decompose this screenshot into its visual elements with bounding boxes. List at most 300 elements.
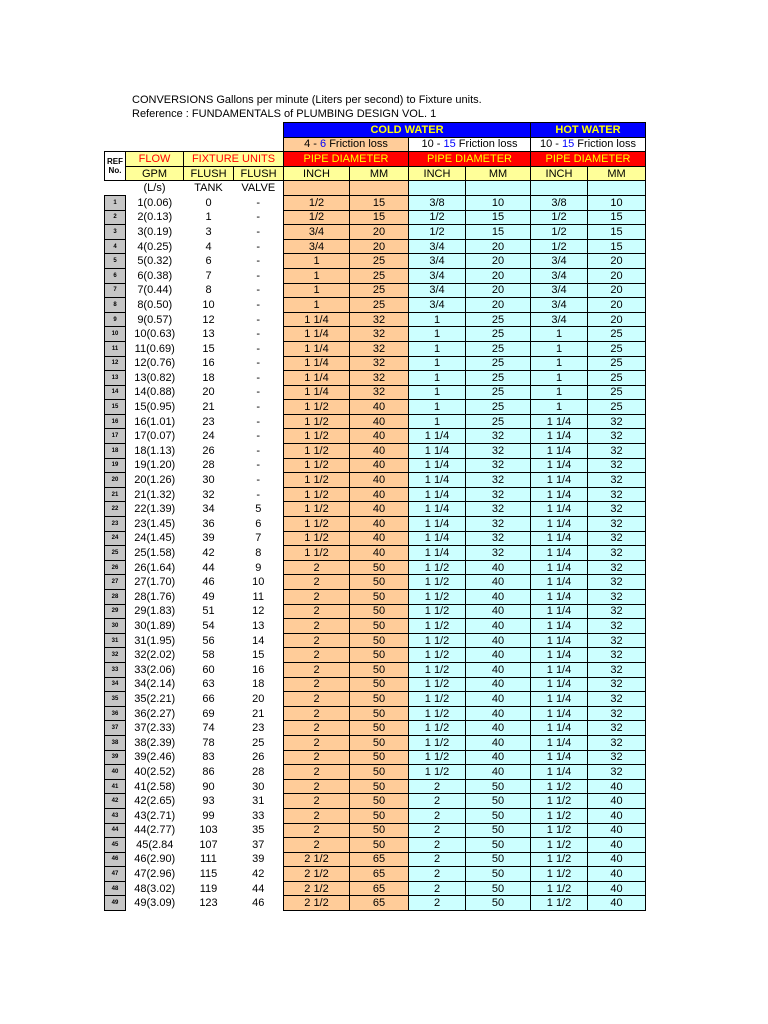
gpm-value: 21(1.32) <box>134 488 176 501</box>
gpm-value: 19(1.20) <box>134 459 176 472</box>
table-row <box>105 750 646 765</box>
cold2-mm-value: 32 <box>466 502 531 517</box>
flush-tank-value: 51 <box>202 605 215 618</box>
flow-header: FLOW <box>126 152 184 167</box>
cold1-mm-value: 65 <box>350 852 409 867</box>
flush-tank-value: 54 <box>202 619 215 632</box>
hot-mm-value: 40 <box>588 881 646 896</box>
hot-inch-value: 1 1/2 <box>531 881 588 896</box>
gpm-value: 22(1.39) <box>134 503 176 516</box>
hot-inch-value: 1 1/4 <box>531 429 588 444</box>
cold1-inch-value: 2 <box>284 735 350 750</box>
cold2-inch-value: 1 1/4 <box>409 487 466 502</box>
hot-mm-value: 32 <box>588 750 646 765</box>
cold1-inch-value: 1 1/4 <box>284 312 350 327</box>
cold2-inch-value: 2 <box>409 852 466 867</box>
hot-inch-value: 1 1/2 <box>531 823 588 838</box>
hot-mm-value: 25 <box>588 371 646 386</box>
cold2-inch-value: 1 1/2 <box>409 721 466 736</box>
table-row <box>105 721 646 736</box>
cold1-inch-value: 1 1/2 <box>284 502 350 517</box>
flush-valve-value: 44 <box>252 882 265 895</box>
hot-mm-value: 10 <box>588 195 646 210</box>
cold2-mm-value: 40 <box>466 750 531 765</box>
hot-mm-value: 20 <box>588 254 646 269</box>
gpm-value: 42(2.65) <box>134 795 176 808</box>
header-row-4 <box>105 166 646 181</box>
gpm-value: 15(0.95) <box>134 401 176 414</box>
cold2-mm-value: 40 <box>466 721 531 736</box>
flush-valve-value: - <box>256 328 261 341</box>
hot-mm-value: 15 <box>588 210 646 225</box>
hot-mm-value: 25 <box>588 356 646 371</box>
hot-inch-value: 1 <box>531 327 588 342</box>
hot-inch-value: 1 1/4 <box>531 517 588 532</box>
flush-valve-value: - <box>256 401 261 414</box>
gpm-value: 1(0.06) <box>137 196 173 209</box>
table-row <box>105 765 646 780</box>
cold1-inch-value: 2 1/2 <box>284 852 350 867</box>
cold2-inch-value: 1 1/2 <box>409 590 466 605</box>
flush-tank-value: 39 <box>202 532 215 545</box>
hot-mm-value: 40 <box>588 779 646 794</box>
no-label: No. <box>108 166 122 176</box>
cold1-inch-value: 1 1/2 <box>284 546 350 561</box>
gpm-value: 7(0.44) <box>137 284 173 297</box>
hot-inch-value: 1 1/4 <box>531 546 588 561</box>
cold1-inch-value: 2 <box>284 619 350 634</box>
flush-tank-value: 86 <box>202 765 215 778</box>
table-row <box>105 341 646 356</box>
cold1-mm-value: 50 <box>350 808 409 823</box>
mm-header-cold-2: MM <box>466 166 531 181</box>
table-row <box>105 327 646 342</box>
gpm-value: 33(2.06) <box>134 663 176 676</box>
flush-valve-value: - <box>256 430 261 443</box>
inch-header-hot: INCH <box>531 166 588 181</box>
hot-mm-value: 32 <box>588 677 646 692</box>
cold1-inch-value: 1 <box>284 268 350 283</box>
cold2-inch-value: 1 <box>409 327 466 342</box>
flush-valve-value: - <box>256 255 261 268</box>
cold1-inch-value: 2 1/2 <box>284 881 350 896</box>
cold2-inch-value: 3/4 <box>409 239 466 254</box>
table-row <box>105 444 646 459</box>
hot-inch-value: 1 1/4 <box>531 604 588 619</box>
hot-mm-value: 32 <box>588 487 646 502</box>
flush-tank-value: 66 <box>202 692 215 705</box>
table-row <box>105 604 646 619</box>
gpm-header: GPM <box>126 166 184 181</box>
hot-inch-value: 1 1/4 <box>531 473 588 488</box>
ref-number: 43 <box>105 808 126 823</box>
cold2-inch-value: 1/2 <box>409 225 466 240</box>
gpm-value: 34(2.14) <box>134 678 176 691</box>
ref-number: 38 <box>105 735 126 750</box>
header-row-1 <box>105 123 646 138</box>
flush-valve-value: - <box>256 444 261 457</box>
cold2-inch-value: 1 <box>409 371 466 386</box>
hot-mm-value: 32 <box>588 517 646 532</box>
cold2-mm-value: 20 <box>466 268 531 283</box>
flush-valve-value: - <box>256 196 261 209</box>
cold2-inch-value: 2 <box>409 867 466 882</box>
friction-number: 15 <box>443 138 456 151</box>
cold2-mm-value: 15 <box>466 225 531 240</box>
flush-valve-value: - <box>256 240 261 253</box>
flush-tank-value: 111 <box>200 853 217 866</box>
ref-number: 14 <box>105 385 126 400</box>
cold2-inch-value: 1 1/4 <box>409 473 466 488</box>
cold2-inch-value: 2 <box>409 896 466 911</box>
cold2-mm-value: 32 <box>466 531 531 546</box>
table-row <box>105 195 646 210</box>
hot-mm-value: 32 <box>588 546 646 561</box>
cold1-inch-value: 1 1/2 <box>284 429 350 444</box>
flush-tank-value: 60 <box>202 663 215 676</box>
table-row <box>105 487 646 502</box>
hot-mm-value: 15 <box>588 225 646 240</box>
friction-prefix: 10 - <box>421 138 444 151</box>
hot-inch-value: 1 1/4 <box>531 648 588 663</box>
hot-mm-value: 40 <box>588 852 646 867</box>
cold1-inch-value: 2 1/2 <box>284 867 350 882</box>
cold1-inch-value: 2 <box>284 604 350 619</box>
flush-tank-value: 58 <box>202 649 215 662</box>
mm-header-cold-1: MM <box>350 166 409 181</box>
pipe-diameter-header-cold-1: PIPE DIAMETER <box>284 152 409 167</box>
flush-tank-value: 7 <box>205 269 212 282</box>
table-row <box>105 546 646 561</box>
document-title: CONVERSIONS Gallons per minute (Liters per second) to Fixture units. <box>132 94 482 106</box>
ref-number: 33 <box>105 662 126 677</box>
ref-number: 9 <box>105 312 126 327</box>
cold2-mm-value: 20 <box>466 298 531 313</box>
cold2-inch-value: 1 1/2 <box>409 633 466 648</box>
hot-inch-value: 1 1/4 <box>531 487 588 502</box>
hot-mm-value: 32 <box>588 414 646 429</box>
hot-inch-value: 1 1/4 <box>531 677 588 692</box>
cold1-mm-value: 50 <box>350 575 409 590</box>
cold1-mm-value: 40 <box>350 429 409 444</box>
flush-tank-value: 8 <box>205 284 212 297</box>
cold2-inch-value: 1 1/4 <box>409 444 466 459</box>
hot-inch-value: 3/4 <box>531 298 588 313</box>
cold2-inch-value: 1 1/2 <box>409 750 466 765</box>
hot-inch-value: 1 1/2 <box>531 867 588 882</box>
flush-valve-value: 39 <box>252 853 265 866</box>
flush-valve-value: 16 <box>252 663 265 676</box>
flush-tank-value: 26 <box>202 444 215 457</box>
gpm-value: 2(0.13) <box>137 211 173 224</box>
hot-mm-value: 32 <box>588 531 646 546</box>
gpm-value: 32(2.02) <box>134 649 176 662</box>
cold2-inch-value: 1 <box>409 414 466 429</box>
cold-friction-loss-10-15 <box>409 137 531 152</box>
ref-number: 49 <box>105 896 126 911</box>
cold2-mm-value: 20 <box>466 239 531 254</box>
table-row <box>105 254 646 269</box>
ref-number: 1 <box>105 195 126 210</box>
cold2-inch-value: 2 <box>409 838 466 853</box>
ref-number: 45 <box>105 838 126 853</box>
cold1-inch-value: 2 <box>284 765 350 780</box>
hot-inch-value: 1 1/4 <box>531 662 588 677</box>
flush-valve-header: FLUSH <box>234 166 284 181</box>
flush-valve-value: - <box>256 313 261 326</box>
flush-tank-value: 123 <box>199 897 218 910</box>
hot-inch-value: 1 1/4 <box>531 560 588 575</box>
cold1-mm-value: 25 <box>350 298 409 313</box>
cold1-inch-value: 3/4 <box>284 225 350 240</box>
hot-mm-value: 40 <box>588 794 646 809</box>
hot-inch-value: 1 1/4 <box>531 531 588 546</box>
table-row <box>105 225 646 240</box>
gpm-value: 14(0.88) <box>134 386 176 399</box>
cold2-mm-value: 25 <box>466 327 531 342</box>
cold2-mm-value: 40 <box>466 604 531 619</box>
table-row <box>105 429 646 444</box>
hot-mm-value: 32 <box>588 473 646 488</box>
ref-number: 11 <box>105 341 126 356</box>
cold1-mm-value: 40 <box>350 400 409 415</box>
gpm-value: 45(2.84 <box>136 838 174 851</box>
hot-mm-value: 32 <box>588 735 646 750</box>
inch-header-cold-1: INCH <box>284 166 350 181</box>
hot-mm-value: 32 <box>588 458 646 473</box>
cold2-mm-value: 40 <box>466 692 531 707</box>
cold1-inch-value: 1 1/2 <box>284 487 350 502</box>
conversion-table <box>104 122 646 911</box>
gpm-value: 20(1.26) <box>134 474 176 487</box>
cold1-inch-value: 2 <box>284 779 350 794</box>
hot-mm-value: 32 <box>588 633 646 648</box>
table-row <box>105 881 646 896</box>
hot-inch-value: 1 1/2 <box>531 896 588 911</box>
gpm-value: 37(2.33) <box>134 722 176 735</box>
hot-inch-value: 3/8 <box>531 195 588 210</box>
table-row <box>105 677 646 692</box>
table-row <box>105 239 646 254</box>
cold1-mm-value: 50 <box>350 721 409 736</box>
hot-mm-value: 32 <box>588 429 646 444</box>
cold1-mm-value: 40 <box>350 546 409 561</box>
cold2-inch-value: 3/4 <box>409 298 466 313</box>
flush-tank-value: 10 <box>202 298 215 311</box>
friction-suffix: Friction loss <box>574 138 636 151</box>
cold-friction-loss-4-6 <box>284 137 409 152</box>
document-reference: Reference : FUNDAMENTALS of PLUMBING DESIGN VOL. 1 <box>132 108 437 120</box>
gpm-value: 49(3.09) <box>134 897 176 910</box>
cold2-inch-value: 1 1/4 <box>409 458 466 473</box>
cold1-inch-value: 2 <box>284 677 350 692</box>
cold1-inch-value: 2 <box>284 633 350 648</box>
hot-inch-value: 1 1/2 <box>531 779 588 794</box>
cold2-mm-value: 50 <box>466 867 531 882</box>
mm-header-hot: MM <box>588 166 646 181</box>
cold2-inch-value: 1 <box>409 400 466 415</box>
flush-tank-value: 28 <box>202 459 215 472</box>
flush-valve-value: - <box>256 474 261 487</box>
table-row <box>105 779 646 794</box>
cold1-mm-value: 50 <box>350 633 409 648</box>
cold1-mm-value: 65 <box>350 867 409 882</box>
cold2-mm-value: 20 <box>466 283 531 298</box>
hot-inch-value: 1/2 <box>531 239 588 254</box>
gpm-value: 12(0.76) <box>134 357 176 370</box>
gpm-value: 40(2.52) <box>134 765 176 778</box>
ref-number: 3 <box>105 225 126 240</box>
hot-friction-loss-10-15 <box>531 137 646 152</box>
table-row <box>105 312 646 327</box>
cold2-mm-value: 32 <box>466 473 531 488</box>
flush-valve-value: 20 <box>252 692 265 705</box>
hot-mm-value: 25 <box>588 400 646 415</box>
cold1-inch-value: 1 1/4 <box>284 341 350 356</box>
header-row-3 <box>105 152 646 167</box>
cold2-mm-value: 20 <box>466 254 531 269</box>
cold2-inch-value: 2 <box>409 881 466 896</box>
flush-tank-value: 4 <box>205 240 212 253</box>
table-row <box>105 896 646 911</box>
cold1-mm-value: 50 <box>350 823 409 838</box>
pipe-diameter-header-cold-2: PIPE DIAMETER <box>409 152 531 167</box>
cold2-mm-value: 15 <box>466 210 531 225</box>
hot-inch-value: 1 1/4 <box>531 590 588 605</box>
hot-mm-value: 32 <box>588 706 646 721</box>
hot-inch-value: 1 1/2 <box>531 808 588 823</box>
table-row <box>105 633 646 648</box>
flush-tank-value: 6 <box>205 255 212 268</box>
flush-valve-value: - <box>256 386 261 399</box>
flush-valve-value: - <box>256 225 261 238</box>
table-row <box>105 619 646 634</box>
cold2-inch-value: 3/4 <box>409 268 466 283</box>
hot-inch-value: 1 1/2 <box>531 794 588 809</box>
ref-number: 23 <box>105 517 126 532</box>
ref-number: 21 <box>105 487 126 502</box>
gpm-value: 46(2.90) <box>134 853 176 866</box>
ref-number: 13 <box>105 371 126 386</box>
friction-prefix: 4 - <box>304 138 321 151</box>
flush-valve-value: 5 <box>255 503 262 516</box>
cold1-mm-value: 32 <box>350 312 409 327</box>
cold1-mm-value: 25 <box>350 283 409 298</box>
cold2-mm-value: 40 <box>466 662 531 677</box>
gpm-value: 48(3.02) <box>134 882 176 895</box>
cold1-inch-value: 1 1/2 <box>284 444 350 459</box>
ref-number: 17 <box>105 429 126 444</box>
ref-number: 44 <box>105 823 126 838</box>
ref-no-header <box>105 152 126 181</box>
ref-number: 5 <box>105 254 126 269</box>
hot-inch-value: 1/2 <box>531 210 588 225</box>
cold2-inch-value: 1 1/2 <box>409 662 466 677</box>
cold2-mm-value: 25 <box>466 341 531 356</box>
flush-tank-value: 90 <box>202 780 215 793</box>
hot-mm-value: 25 <box>588 327 646 342</box>
ref-number: 15 <box>105 400 126 415</box>
ref-number: 46 <box>105 852 126 867</box>
table-row <box>105 473 646 488</box>
hot-inch-value: 1 1/4 <box>531 444 588 459</box>
flush-valve-value: - <box>256 488 261 501</box>
flush-tank-value: 119 <box>199 882 218 895</box>
cold2-mm-value: 50 <box>466 779 531 794</box>
hot-mm-value: 20 <box>588 268 646 283</box>
cold2-inch-value: 1 1/2 <box>409 677 466 692</box>
cold1-mm-value: 50 <box>350 560 409 575</box>
table-row <box>105 283 646 298</box>
ref-number: 16 <box>105 414 126 429</box>
cold2-inch-value: 1 <box>409 356 466 371</box>
table-row <box>105 517 646 532</box>
cold1-mm-value: 50 <box>350 794 409 809</box>
gpm-value: 31(1.95) <box>134 634 176 647</box>
header-row-5 <box>105 181 646 196</box>
table-row <box>105 735 646 750</box>
table-row <box>105 414 646 429</box>
ref-number: 20 <box>105 473 126 488</box>
table-row <box>105 400 646 415</box>
gpm-value: 3(0.19) <box>137 225 173 238</box>
cold1-mm-value: 40 <box>350 444 409 459</box>
flush-valve-value: 25 <box>252 736 265 749</box>
cold1-inch-value: 2 <box>284 838 350 853</box>
cold2-inch-value: 1 <box>409 385 466 400</box>
gpm-value: 39(2.46) <box>134 751 176 764</box>
friction-suffix: Friction loss <box>455 138 518 151</box>
flush-tank-value: 107 <box>199 838 218 851</box>
ref-number: 24 <box>105 531 126 546</box>
flush-valve-value: - <box>256 298 261 311</box>
cold1-mm-value: 40 <box>350 531 409 546</box>
hot-inch-value: 3/4 <box>531 254 588 269</box>
gpm-value: 36(2.27) <box>134 707 176 720</box>
gpm-value: 17(0.07) <box>134 430 176 443</box>
flush-tank-value: 63 <box>202 678 215 691</box>
hot-mm-value: 32 <box>588 648 646 663</box>
cold1-mm-value: 15 <box>350 195 409 210</box>
cold2-mm-value: 10 <box>466 195 531 210</box>
cold2-inch-value: 1 1/2 <box>409 575 466 590</box>
gpm-value: 24(1.45) <box>134 532 176 545</box>
flush-tank-value: 13 <box>202 328 215 341</box>
flush-tank-header: FLUSH <box>184 166 234 181</box>
hot-mm-value: 32 <box>588 590 646 605</box>
hot-mm-value: 32 <box>588 502 646 517</box>
friction-number: 6 <box>320 138 327 151</box>
friction-number: 15 <box>562 138 575 151</box>
ref-number: 2 <box>105 210 126 225</box>
ref-number: 22 <box>105 502 126 517</box>
ref-number: 25 <box>105 546 126 561</box>
flush-tank-value: 32 <box>202 488 215 501</box>
cold2-inch-value: 1 <box>409 341 466 356</box>
hot-mm-value: 40 <box>588 823 646 838</box>
flush-tank-value: 21 <box>202 401 215 414</box>
cold1-mm-value: 20 <box>350 225 409 240</box>
cold2-mm-value: 50 <box>466 808 531 823</box>
cold1-inch-value: 2 <box>284 590 350 605</box>
ref-number: 26 <box>105 560 126 575</box>
cold2-mm-value: 25 <box>466 414 531 429</box>
cold1-mm-value: 50 <box>350 750 409 765</box>
ref-number: 40 <box>105 765 126 780</box>
cold2-mm-value: 50 <box>466 794 531 809</box>
ref-number: 27 <box>105 575 126 590</box>
ref-number: 41 <box>105 779 126 794</box>
